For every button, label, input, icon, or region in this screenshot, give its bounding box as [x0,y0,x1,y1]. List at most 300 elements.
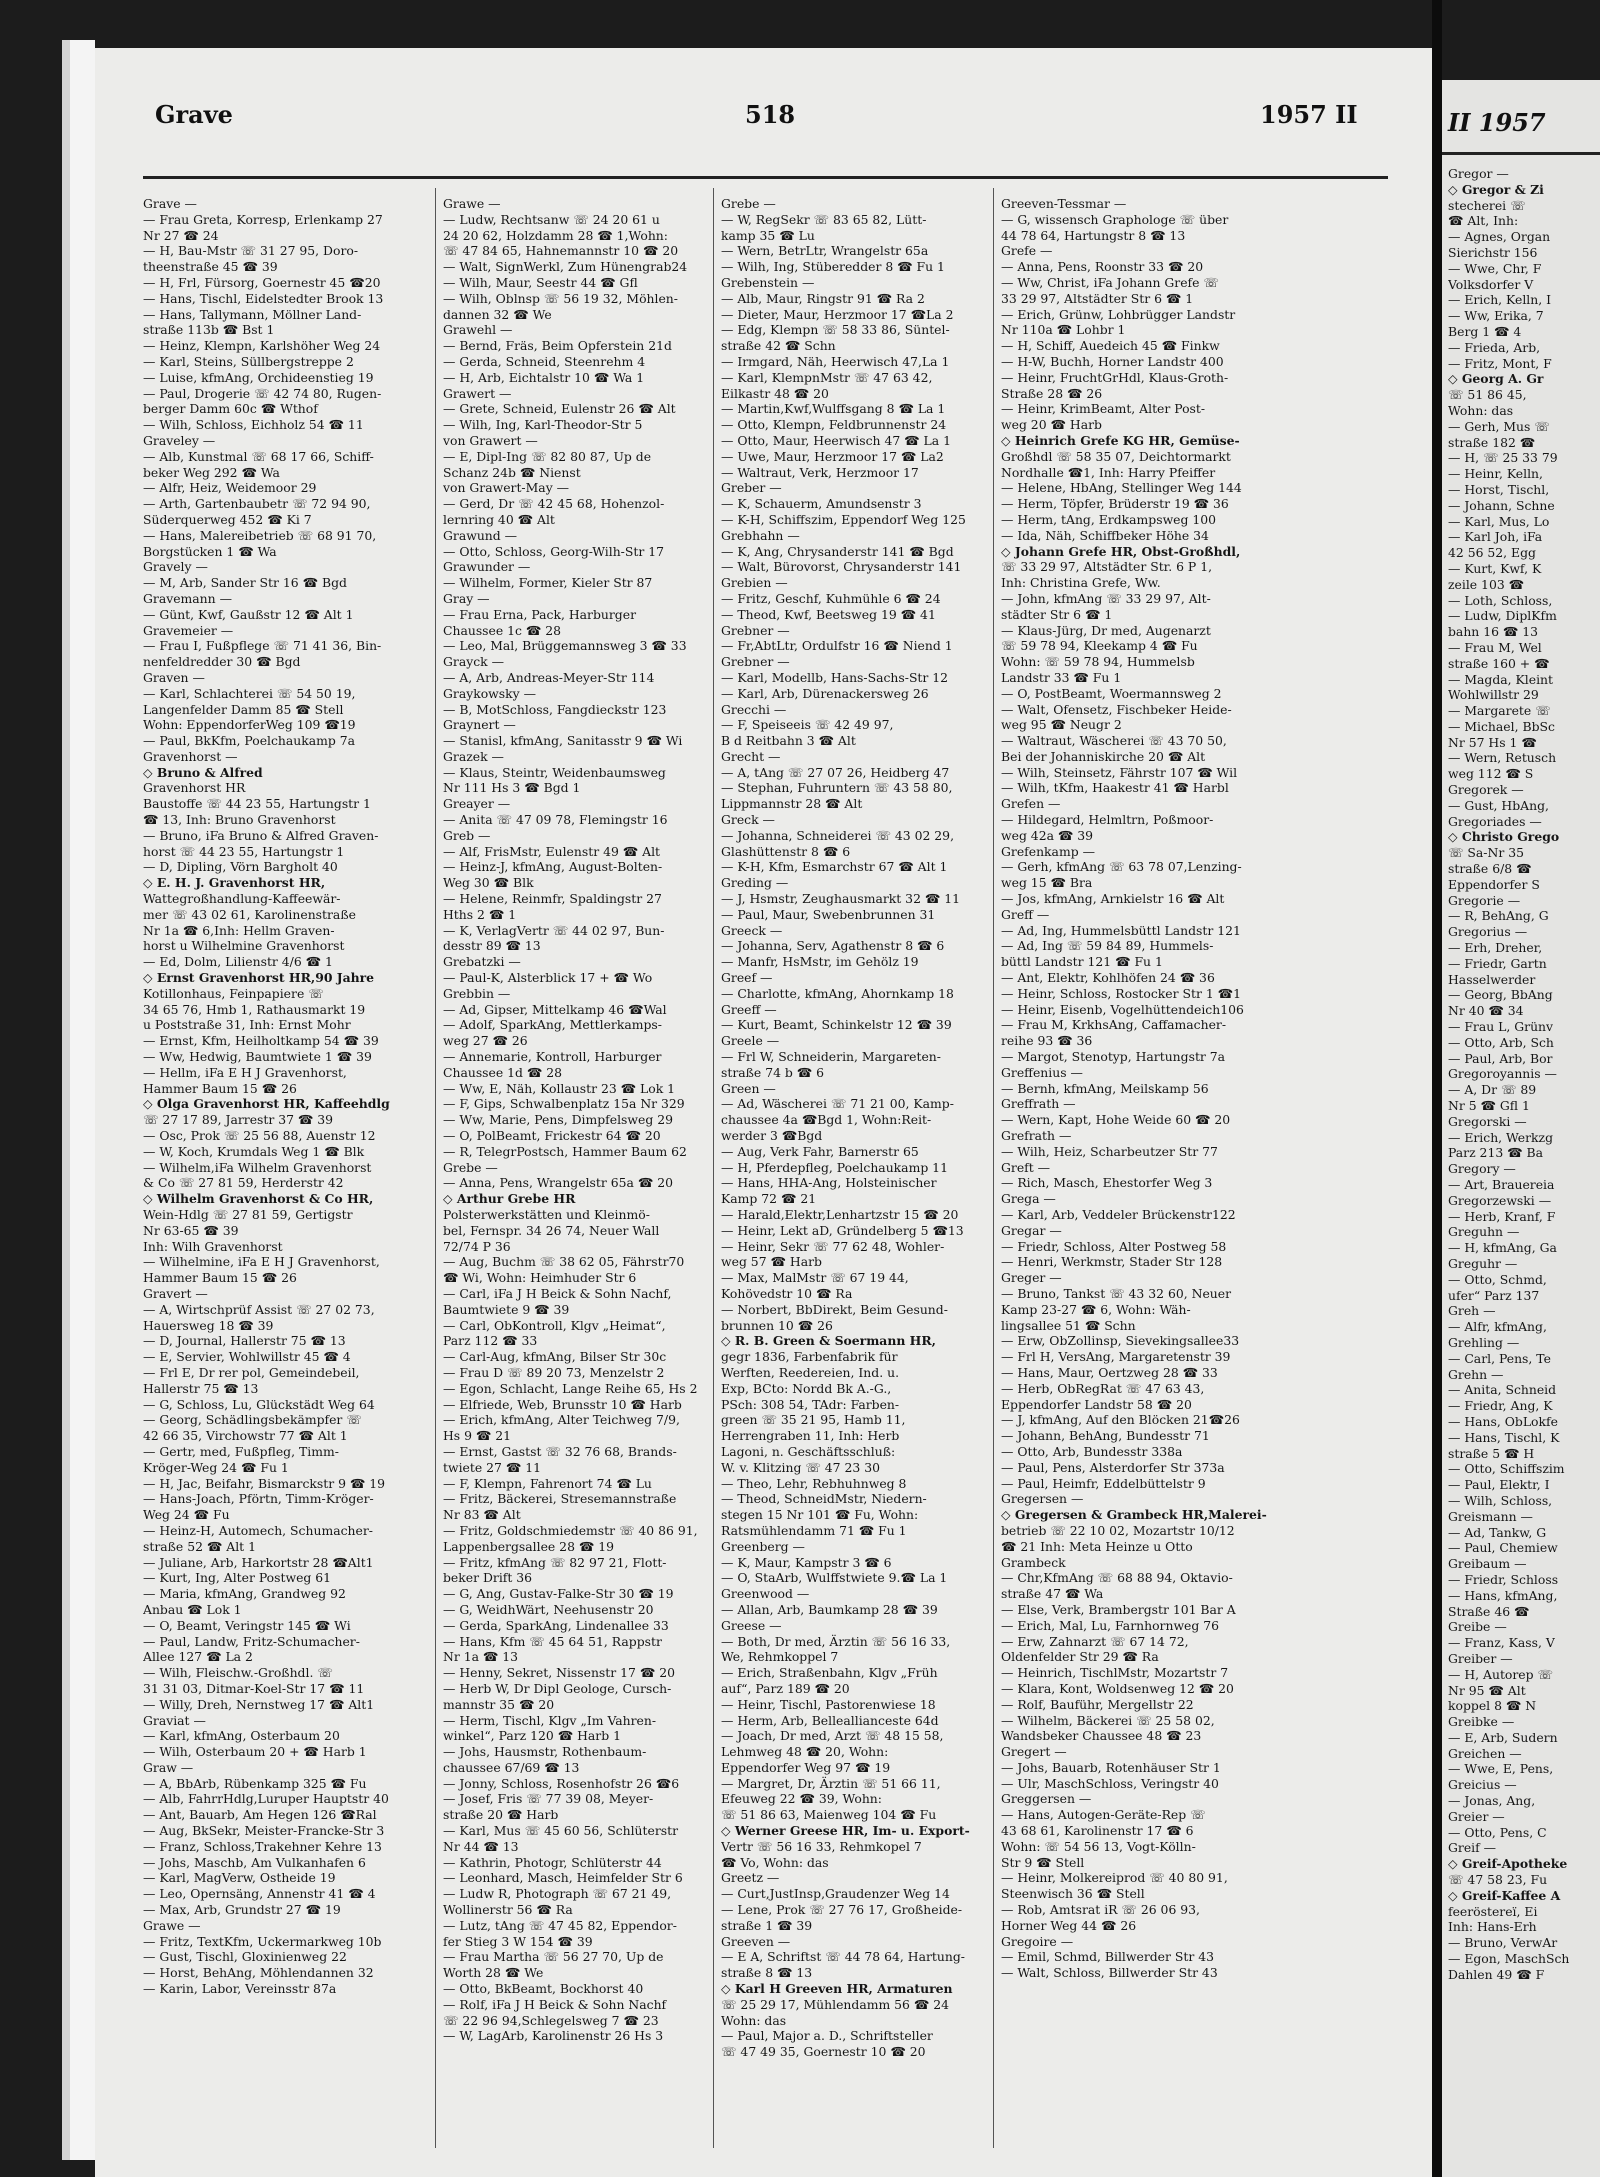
directory-entry-line: — Frau Erna, Pack, Harburger [443,606,636,622]
directory-entry-line: — Wilh, Ing, Stüberedder 8 ☎ Fu 1 [721,259,945,275]
directory-entry-line: Inh: Wilh Gravenhorst [143,1238,283,1254]
directory-entry-line: — Hans, Tischl, Eidelstedter Brook 13 [143,290,384,306]
directory-entry-line: Hauersweg 18 ☎ 39 [143,1317,274,1333]
directory-entry-line: — Henri, Werkmstr, Stader Str 128 [1001,1254,1223,1270]
directory-entry-line: — K, Schauerm, Amundsenstr 3 [721,496,922,512]
directory-entry-line: Greffrath — [1001,1096,1076,1112]
directory-entry-line: werder 3 ☎Bgd [721,1128,823,1144]
directory-entry-line: — Heinz, Klempn, Karlshöher Weg 24 [143,338,381,354]
directory-entry-line: städter Str 6 ☎ 1 [1001,606,1113,622]
directory-entry-line: ◇ Christo Grego [1448,829,1560,845]
directory-entry-line: B d Reitbahn 3 ☎ Alt [721,733,856,749]
directory-entry-line: — K-H, Kfm, Esmarchstr 67 ☎ Alt 1 [721,859,948,875]
directory-entry-line: — Horst, Tischl, [1448,481,1550,497]
directory-entry-line: — H, kfmAng, Ga [1448,1240,1557,1256]
directory-entry-line: Nr 44 ☎ 13 [443,1838,519,1854]
scan-margin [0,0,95,2177]
directory-entry-line: — Ww, Erika, 7 [1448,308,1544,324]
directory-entry-line: — Klaus, Steintr, Weidenbaumsweg [443,764,666,780]
directory-entry-line: — Ludw, Rechtsanw ☏ 24 20 61 u [443,211,660,227]
directory-entry-line: Hths 2 ☎ 1 [443,906,517,922]
directory-entry-line: Greeven-Tessmar — [1001,196,1127,211]
directory-entry-line: Grehling — [1448,1334,1520,1350]
directory-entry-line: chaussee 67/69 ☎ 13 [443,1759,580,1775]
directory-entry-line: Gregorek — [1448,782,1524,798]
directory-entry-line: — Ed, Dolm, Lilienstr 4/6 ☎ 1 [143,954,333,970]
directory-entry-line: — Hans, Kfm ☏ 45 64 51, Rappstr [443,1633,662,1649]
directory-entry-line: — Gerda, SparkAng, Lindenallee 33 [443,1617,669,1633]
directory-entry-line: — O, PolBeamt, Frickestr 64 ☎ 20 [443,1128,661,1144]
directory-entry-line: — Otto, Maur, Heerwisch 47 ☎ La 1 [721,432,951,448]
directory-entry-line: — Wilhelm, Bäckerei ☏ 25 58 02, [1001,1712,1215,1728]
directory-entry-line: Greguhn — [1448,1224,1520,1240]
directory-entry-line: 31 31 03, Ditmar-Koel-Str 17 ☎ 11 [143,1680,365,1696]
directory-entry-line: — Paul, Arb, Bor [1448,1050,1553,1066]
directory-entry-line: — Otto, Schmd, [1448,1271,1547,1287]
directory-entry-line: — R, BehAng, G [1448,908,1549,924]
directory-entry-line: — Josef, Fris ☏ 77 39 08, Meyer- [443,1791,654,1807]
directory-entry-line: — Fritz, Mont, F [1448,355,1552,371]
directory-entry-line: — A, BbArb, Rübenkamp 325 ☎ Fu [143,1775,367,1791]
directory-entry-line: — Margot, Stenotyp, Hartungstr 7a [1001,1049,1226,1065]
directory-entry-line: — Georg, Schädlingsbekämpfer ☏ [143,1412,362,1428]
directory-entry-line: — Both, Dr med, Ärztin ☏ 56 16 33, [721,1633,951,1649]
directory-entry-line: green ☏ 35 21 95, Hamb 11, [721,1412,906,1428]
directory-entry-line: Str 9 ☎ Stell [1001,1854,1085,1870]
directory-entry-line: Gregoroyannis — [1448,1066,1557,1082]
directory-entry-line: — Helene, HbAng, Stellinger Weg 144 [1001,480,1242,496]
page-number: 518 [745,100,796,129]
directory-entry-line: Grefen — [1001,796,1061,812]
directory-entry-line: theenstraße 45 ☎ 39 [143,259,278,275]
directory-entry-line: Grebhahn — [721,527,800,543]
directory-entry-line: auf“, Parz 189 ☎ 20 [721,1680,850,1696]
directory-entry-line: Inh: Christina Grefe, Ww. [1001,575,1161,591]
directory-entry-line: Gregoriades — [1448,813,1542,829]
directory-entry-line: — Jos, kfmAng, Arnkielstr 16 ☎ Alt [1001,891,1225,907]
directory-entry-line: — Hans, Tallymann, Möllner Land- [143,306,362,322]
directory-entry-line: — B, MotSchloss, Fangdieckstr 123 [443,701,667,717]
directory-entry-line: — Hildegard, Helmltrn, Poßmoor- [1001,812,1214,828]
directory-entry-line: Gravenhorst HR [143,780,246,796]
directory-entry-line: — Anna, Pens, Wrangelstr 65a ☎ 20 [443,1175,673,1191]
directory-entry-line: Grehn — [1448,1366,1504,1382]
directory-entry-line: ☏ 51 86 63, Maienweg 104 ☎ Fu [721,1807,937,1823]
directory-entry-line: — Fritz, Bäckerei, Stresemannstraße [443,1491,677,1507]
directory-entry-line: Grawund — [443,527,518,543]
directory-entry-line: ◇ Werner Greese HR, Im- u. Export- [721,1823,970,1839]
directory-entry-line: Greck — [721,812,775,828]
directory-entry-line: — F, Klempn, Fahrenort 74 ☎ Lu [443,1475,652,1491]
directory-entry-line: straße 42 ☎ Schn [721,338,836,354]
directory-entry-line: — Jonas, Ang, [1448,1793,1536,1809]
directory-entry-line: — Wwe, Chr, F [1448,260,1542,276]
directory-entry-line: — Erich, Grünw, Lohbrügger Landstr [1001,306,1236,322]
directory-entry-line: mer ☏ 43 02 61, Karolinenstraße [143,906,356,922]
directory-entry-line: — Alfr, kfmAng, [1448,1319,1547,1335]
directory-entry-line: — Karl, kfmAng, Osterbaum 20 [143,1728,340,1744]
directory-entry-line: — Erich, Straßenbahn, Klgv „Früh [721,1665,938,1681]
directory-entry-line: — Egon, MaschSch [1448,1951,1570,1967]
directory-entry-line: Anbau ☎ Lok 1 [143,1601,242,1617]
directory-entry-line: Langenfelder Damm 85 ☎ Stell [143,701,344,717]
directory-entry-line: lingsallee 51 ☎ Schn [1001,1317,1136,1333]
directory-entry-line: — O, StaArb, Wulffstwiete 9.☎ La 1 [721,1570,948,1586]
directory-entry-line: — Karl, KlempnMstr ☏ 47 63 42, [721,369,933,385]
directory-entry-line: — Curt,JustInsp,Graudenzer Weg 14 [721,1886,950,1902]
directory-entry-line: Greeff — [721,1001,777,1017]
directory-entry-line: Süderquerweg 452 ☎ Ki 7 [143,511,312,527]
directory-entry-line: — A, Wirtschprüf Assist ☏ 27 02 73, [143,1301,375,1317]
directory-entry-line: — Hans, Malereibetrieb ☏ 68 91 70, [143,527,377,543]
directory-entry-line: von Grawert — [443,432,538,448]
directory-entry-line: — G, Ang, Gustav-Falke-Str 30 ☎ 19 [443,1586,674,1602]
directory-entry-line: weg 112 ☎ S [1448,766,1534,782]
directory-entry-line: straße 6/8 ☎ [1448,861,1532,877]
directory-entry-line: 24 20 62, Holzdamm 28 ☎ 1,Wohn: [443,227,668,243]
directory-entry-line: — Klaus-Jürg, Dr med, Augenarzt [1001,622,1211,638]
directory-entry-line: — Hans, kfmAng, [1448,1587,1558,1603]
directory-entry-line: straße 47 ☎ Wa [1001,1586,1104,1602]
directory-entry-line: ☏ 47 49 35, Goernestr 10 ☎ 20 [721,2044,926,2060]
directory-entry-line: ☏ 59 78 94, Kleekamp 4 ☎ Fu [1001,638,1198,654]
directory-entry-line: Nr 40 ☎ 34 [1448,1003,1524,1019]
directory-entry-line: ◇ E. H. J. Gravenhorst HR, [143,875,326,891]
directory-entry-line: — Heinrich, TischlMstr, Mozartstr 7 [1001,1665,1229,1681]
directory-entry-line: Wohn: ☏ 59 78 94, Hummelsb [1001,654,1195,670]
directory-entry-line: ◇ Karl H Greeven HR, Armaturen [721,1981,953,1997]
directory-entry-line: Gravemeier — [143,622,234,638]
directory-entry-line: — Leo, Mal, Brüggemannsweg 3 ☎ 33 [443,638,687,654]
directory-entry-line: Baumtwiete 9 ☎ 39 [443,1301,570,1317]
directory-entry-line: — Erw, ObZollinsp, Sievekingsallee33 [1001,1333,1240,1349]
directory-entry-line: — Karl, Steins, Süllbergstreppe 2 [143,353,354,369]
directory-entry-line: zeile 103 ☎ [1448,576,1525,592]
directory-entry-line: We, Rehmkoppel 7 [721,1649,839,1665]
directory-entry-line: — Rob, Amtsrat iR ☏ 26 06 93, [1001,1902,1200,1918]
directory-entry-line: — Carl, Pens, Te [1448,1350,1551,1366]
directory-entry-line: — Ww, Christ, iFa Johann Grefe ☏ [1001,274,1219,290]
directory-entry-line: — Frl E, Dr rer pol, Gemeindebeil, [143,1364,360,1380]
directory-entry-line: Hasselwerder [1448,971,1536,987]
directory-entry-line: — F, Gips, Schwalbenplatz 15a Nr 329 [443,1096,685,1112]
directory-entry-line: Bei der Johanniskirche 20 ☎ Alt [1001,748,1206,764]
page-edge [70,40,95,2160]
directory-entry-line: — Alfr, Heiz, Weidemoor 29 [143,480,317,496]
directory-entry-line: — Karl, MagVerw, Ostheide 19 [143,1870,336,1886]
directory-entry-line: — Johann, BehAng, Bundesstr 71 [1001,1428,1210,1444]
directory-entry-line: weg 42a ☎ 39 [1001,827,1094,843]
directory-entry-line: — Johanna, Serv, Agathenstr 8 ☎ 6 [721,938,945,954]
directory-entry-line: — Hans, Autogen-Geräte-Rep ☏ [1001,1807,1206,1823]
directory-entry-line: Berg 1 ☎ 4 [1448,323,1522,339]
facing-header-rule [1442,152,1600,155]
directory-entry-line: — Max, MalMstr ☏ 67 19 44, [721,1270,909,1286]
directory-entry-line: Gravemann — [143,590,232,606]
directory-entry-line: Lappenbergsallee 28 ☎ 19 [443,1538,615,1554]
directory-entry-line: — Aug, BkSekr, Meister-Francke-Str 3 [143,1823,385,1839]
directory-entry-line: Greetz — [721,1870,780,1886]
directory-entry-line: Greh — [1448,1303,1496,1319]
directory-entry-line: — Karl, Mus, Lo [1448,513,1550,529]
directory-entry-line: — Michael, BbSc [1448,718,1555,734]
directory-entry-line: Grawunder — [443,559,531,575]
directory-entry-line: — Fritz, Geschf, Kuhmühle 6 ☎ 24 [721,590,941,606]
directory-entry-line: Greenberg — [721,1538,805,1554]
directory-entry-line: — Johs, Hausmstr, Rothenbaum- [443,1744,647,1760]
directory-entry-line: — Waltraut, Wäscherei ☏ 43 70 50, [1001,733,1227,749]
directory-entry-line: straße 74 b ☎ 6 [721,1064,825,1080]
directory-entry-line: — K-H, Schiffszim, Eppendorf Weg 125 [721,511,966,527]
directory-entry-line: — Heinr, Sekr ☏ 77 62 48, Wohler- [721,1238,945,1254]
directory-entry-line: — Otto, Schloss, Georg-Wilh-Str 17 [443,543,664,559]
directory-entry-line: Grave — [143,196,197,211]
directory-entry-line: — H, Autorep ☏ [1448,1666,1553,1682]
directory-entry-line: PSch: 308 54, TAdr: Farben- [721,1396,900,1412]
directory-entry-line: Nr 63-65 ☎ 39 [143,1222,239,1238]
directory-entry-line: ☏ 25 29 17, Mühlendamm 56 ☎ 24 [721,1996,950,2012]
directory-entry-line: Grebe — [443,1159,498,1175]
directory-entry-line: — Otto, Arb, Sch [1448,1034,1554,1050]
directory-entry-line: Lehmweg 48 ☎ 20, Wohn: [721,1744,889,1760]
directory-entry-line: — H-W, Buchh, Horner Landstr 400 [1001,353,1224,369]
directory-entry-line: weg 27 ☎ 26 [443,1033,528,1049]
directory-entry-line: — Erw, Zahnarzt ☏ 67 14 72, [1001,1633,1189,1649]
directory-entry-line: — R, TelegrPostsch, Hammer Baum 62 [443,1143,687,1159]
directory-entry-line: weg 57 ☎ Harb [721,1254,822,1270]
directory-entry-line: — Herb, Kranf, F [1448,1208,1556,1224]
directory-entry-line: ◇ Greif-Apotheke [1448,1856,1568,1872]
directory-entry-line: ☏ 27 17 89, Jarrestr 37 ☎ 39 [143,1112,334,1128]
directory-entry-line: ◇ Arthur Grebe HR [443,1191,576,1207]
directory-entry-line: — Hans, ObLokfe [1448,1413,1558,1429]
directory-entry-line: Horner Weg 44 ☎ 26 [1001,1917,1137,1933]
directory-entry-line: Greding — [721,875,789,891]
directory-entry-line: — Karin, Labor, Vereinsstr 87a [143,1981,337,1997]
column-divider [435,188,436,2148]
directory-entry-line: — Frl W, Schneiderin, Margareten- [721,1049,941,1065]
directory-entry-line: Grega — [1001,1191,1056,1207]
directory-entry-line: Gregorski — [1448,1113,1527,1129]
directory-entry-line: berger Damm 60c ☎ Wthof [143,401,318,417]
directory-entry-line: — Hans, HHA-Ang, Holsteinischer [721,1175,937,1191]
directory-entry-line: ☎ Vo, Wohn: das [721,1854,829,1870]
directory-entry-line: — Herm, Arb, Belleallianceste 64d [721,1712,939,1728]
directory-entry-line: — Wilhelmine, iFa E H J Gravenhorst, [143,1254,380,1270]
directory-entry-line: — Wilh, tKfm, Haakestr 41 ☎ Harbl [1001,780,1229,796]
directory-entry-line: — Frau D ☏ 89 20 73, Menzelstr 2 [443,1364,665,1380]
directory-entry-line: — Otto, Schiffszim [1448,1461,1565,1477]
directory-entry-line: — Art, Brauereia [1448,1177,1555,1192]
directory-entry-line: — Karl Joh, iFa [1448,529,1543,545]
directory-entry-line: — H, Jac, Beifahr, Bismarckstr 9 ☎ 19 [143,1475,386,1491]
directory-entry-line: — Friedr, Ang, K [1448,1398,1553,1414]
directory-entry-line: — Frau Greta, Korresp, Erlenkamp 27 [143,211,383,227]
directory-entry-line: Greenwood — [721,1586,810,1602]
directory-entry-line: — Ad, Ing ☏ 59 84 89, Hummels- [1001,938,1214,954]
directory-entry-line: — O, PostBeamt, Woermannsweg 2 [1001,685,1222,701]
directory-entry-line: — Hans, Tischl, K [1448,1429,1560,1445]
directory-entry-line: — G, WeidhWärt, Neehusenstr 20 [443,1601,654,1617]
column-divider [993,188,994,2148]
directory-entry-line: — Heinr, Molkereiprod ☏ 40 80 91, [1001,1870,1228,1886]
directory-entry-line: Gregar — [1001,1222,1062,1238]
directory-entry-line: Wohlwillstr 29 [1448,687,1539,703]
directory-entry-line: — G, Schloss, Lu, Glückstädt Weg 64 [143,1396,375,1412]
directory-entry-line: Graven — [143,669,205,685]
directory-entry-line: reihe 93 ☎ 36 [1001,1033,1093,1049]
directory-entry-line: — D, Dipling, Vörn Bargholt 40 [143,859,338,875]
directory-entry-line: — H, ☏ 25 33 79 [1448,450,1558,466]
directory-entry-line: ◇ Greif-Kaffee A [1448,1887,1561,1903]
directory-entry-line: Grayck — [443,654,504,670]
directory-entry-line: Gregoire — [1001,1933,1074,1949]
directory-entry-line: — H, Pferdepfleg, Poelchaukamp 11 [721,1159,948,1175]
directory-entry-line: — Otto, Klempn, Feldbrunnenstr 24 [721,417,947,433]
directory-entry-line: Lagoni, n. Geschäftsschluß: [721,1443,896,1459]
directory-entry-line: ☏ 33 29 97, Altstädter Str. 6 P 1, [1001,559,1213,575]
directory-entry-line: — John, kfmAng ☏ 33 29 97, Alt- [1001,590,1211,606]
directory-entry-line: — Henny, Sekret, Nissenstr 17 ☎ 20 [443,1665,675,1681]
directory-entry-line: — Bernh, kfmAng, Meilskamp 56 [1001,1080,1209,1096]
directory-entry-line: — Dieter, Maur, Herzmoor 17 ☎La 2 [721,306,954,322]
directory-entry-line: — Wern, BetrLtr, Wrangelstr 65a [721,243,929,259]
directory-entry-line: Gravely — [143,559,208,575]
directory-entry-line: — Frau M, KrkhsAng, Caffamacher- [1001,1017,1227,1033]
directory-entry-line: straße 20 ☎ Harb [443,1807,559,1823]
directory-entry-line: Grawert — [443,385,512,401]
directory-entry-line: — K, Ang, Chrysanderstr 141 ☎ Bgd [721,543,954,559]
directory-entry-line: horst u Wilhelmine Gravenhorst [143,938,345,954]
directory-entry-line: Grebe — [721,196,776,211]
column-1 [143,196,429,1997]
directory-entry-line: — Hellm, iFa E H J Gravenhorst, [143,1064,347,1080]
directory-entry-line: Ratsmühlendamm 71 ☎ Fu 1 [721,1522,907,1538]
directory-entry-line: — Rich, Masch, Ehestorfer Weg 3 [1001,1175,1213,1191]
directory-entry-line: Werften, Reedereien, Ind. u. [721,1364,900,1380]
directory-entry-line: — Bernd, Fräs, Beim Opferstein 21d [443,338,672,354]
directory-entry-line: — J, kfmAng, Auf den Blöcken 21☎26 [1001,1412,1240,1428]
directory-entry-line: Wattegroßhandlung-Kaffeewär- [143,891,341,907]
directory-entry-line: Greeck — [721,922,783,938]
directory-entry-line: Greese — [721,1617,782,1633]
directory-entry-line: Greger — [1001,1270,1062,1286]
directory-entry-line: — E, Arb, Sudern [1448,1729,1558,1745]
directory-entry-line: Greibaum — [1448,1556,1527,1572]
directory-entry-line: Graynert — [443,717,516,733]
directory-entry-line: Parz 213 ☎ Ba [1448,1145,1544,1161]
directory-entry-line: Wein-Hdlg ☏ 27 81 59, Gertigstr [143,1207,353,1222]
directory-entry-line: Parz 112 ☎ 33 [443,1333,538,1349]
directory-entry-line: straße 1 ☎ 39 [721,1917,813,1933]
directory-entry-line: — Ant, Elektr, Kohlhöfen 24 ☎ 36 [1001,970,1215,986]
directory-entry-line: — Gerd, Dr ☏ 42 45 68, Hohenzol- [443,496,665,512]
directory-entry-line: Greeven — [721,1933,791,1949]
directory-entry-line: — Johs, Bauarb, Rotenhäuser Str 1 [1001,1759,1221,1775]
directory-entry-line: — Lene, Prok ☏ 27 76 17, Großheide- [721,1902,963,1918]
directory-entry-line: — H, Arb, Eichtalstr 10 ☎ Wa 1 [443,369,645,385]
directory-entry-line: Greayer — [443,796,511,812]
header-rule [143,176,1388,179]
directory-entry-line: Chaussee 1c ☎ 28 [443,622,562,638]
directory-entry-line: — Joach, Dr med, Arzt ☏ 48 15 58, [721,1728,944,1744]
directory-entry-line: Borgstücken 1 ☎ Wa [143,543,277,559]
directory-entry-line: — H, Schiff, Auedeich 45 ☎ Finkw [1001,338,1220,354]
directory-entry-line: Grebbin — [443,985,511,1001]
directory-entry-line: Nr 27 ☎ 24 [143,227,219,243]
directory-entry-line: — Johanna, Schneiderei ☏ 43 02 29, [721,827,955,843]
directory-entry-line: — Anna, Pens, Roonstr 33 ☎ 20 [1001,259,1204,275]
directory-entry-line: — Carl, ObKontroll, Klgv „Heimat“, [443,1317,666,1333]
directory-entry-line: — Erh, Dreher, [1448,940,1543,956]
directory-entry-line: — Friedr, Gartn [1448,955,1547,971]
directory-entry-line: Wollinerstr 56 ☎ Ra [443,1902,573,1918]
directory-entry-line: Hs 9 ☎ 21 [443,1428,512,1444]
directory-entry-line: — Erich, kfmAng, Alter Teichweg 7/9, [443,1412,680,1428]
directory-entry-line: straße 52 ☎ Alt 1 [143,1538,256,1554]
directory-entry-line: Vertr ☏ 56 16 33, Rehmkopel 7 [721,1838,922,1854]
facing-page [1442,80,1600,2177]
directory-entry-line: — Ad, Ing, Hummelsbüttl Landstr 121 [1001,922,1241,938]
directory-entry-line: Kröger-Weg 24 ☎ Fu 1 [143,1459,289,1475]
directory-entry-line: 33 29 97, Altstädter Str 6 ☎ 1 [1001,290,1194,306]
directory-entry-line: — Walt, Bürovorst, Chrysanderstr 141 [721,559,962,575]
directory-entry-line: ◇ Gregersen & Grambeck HR,Malerei- [1001,1507,1267,1523]
directory-entry-line: — Stephan, Fuhruntern ☏ 43 58 80, [721,780,953,796]
directory-entry-line: — Elfriede, Web, Brunsstr 10 ☎ Harb [443,1396,682,1412]
directory-entry-line: — Paul, Chemiew [1448,1540,1558,1556]
directory-entry-line: bahn 16 ☎ 13 [1448,624,1539,640]
directory-entry-line: — Hans-Joach, Pförtn, Timm-Kröger- [143,1491,374,1507]
directory-entry-line: Nr 95 ☎ Alt [1448,1682,1526,1698]
directory-entry-line: Straße 28 ☎ 26 [1001,385,1103,401]
directory-entry-line: horst ☏ 44 23 55, Hartungstr 1 [143,843,345,859]
directory-entry-line: Gravert — [143,1285,208,1301]
directory-entry-line: stecherei ☏ [1448,197,1526,213]
directory-entry-line: — Chr,KfmAng ☏ 68 88 94, Oktavio- [1001,1570,1233,1586]
directory-entry-line: u Poststraße 31, Inh: Ernst Mohr [143,1017,351,1033]
directory-entry-line: — Fr,AbtLtr, Ordulfstr 16 ☎ Niend 1 [721,638,953,654]
directory-entry-line: Gregor — [1448,166,1509,181]
directory-entry-line: ☏ 47 84 65, Hahnemannstr 10 ☎ 20 [443,243,679,259]
directory-entry-line: ☎ 13, Inh: Bruno Gravenhorst [143,812,336,828]
directory-entry-line: ◇ Ernst Gravenhorst HR,90 Jahre [143,970,375,986]
directory-entry-line: koppel 8 ☎ N [1448,1698,1537,1714]
directory-entry-line: — Rolf, Bauführ, Mergellstr 22 [1001,1696,1194,1712]
directory-entry-line: Volksdorfer V [1448,276,1534,292]
directory-entry-line: ◇ Georg A. Gr [1448,371,1544,387]
directory-entry-line: Polsterwerkstätten und Kleinmö- [443,1207,650,1222]
directory-entry-line: — Anita ☏ 47 09 78, Flemingstr 16 [443,812,668,828]
directory-entry-line: — Stanisl, kfmAng, Sanitasstr 9 ☎ Wi [443,733,683,749]
directory-entry-line: — Erich, Mal, Lu, Farnhornweg 76 [1001,1617,1220,1633]
directory-entry-line: gegr 1836, Farbenfabrik für [721,1349,898,1365]
directory-entry-line: — Erich, Werkzg [1448,1129,1554,1145]
directory-entry-line: Greismann — [1448,1508,1533,1524]
directory-entry-line: Nr 57 Hs 1 ☎ [1448,734,1537,750]
directory-entry-line: — Wilh, Steinsetz, Fährstr 107 ☎ Wil [1001,764,1238,780]
directory-entry-line: — Luise, kfmAng, Orchideenstieg 19 [143,369,374,385]
directory-entry-line: — Wilh, Oblnsp ☏ 56 19 32, Möhlen- [443,290,678,306]
directory-entry-line: beker Weg 292 ☎ Wa [143,464,280,480]
directory-entry-line: Wohn: EppendorferWeg 109 ☎19 [143,717,356,733]
directory-entry-line: — F, Speiseeis ☏ 42 49 97, [721,717,894,733]
directory-entry-line: 43 68 61, Karolinenstr 17 ☎ 6 [1001,1823,1194,1839]
directory-entry-line: — Otto, Arb, Bundesstr 338a [1001,1443,1183,1459]
directory-entry-line: ◇ R. B. Green & Soermann HR, [721,1333,936,1349]
directory-entry-line: — Bruno, iFa Bruno & Alfred Graven- [143,827,379,843]
directory-entry-line: Nr 111 Hs 3 ☎ Bgd 1 [443,780,581,796]
